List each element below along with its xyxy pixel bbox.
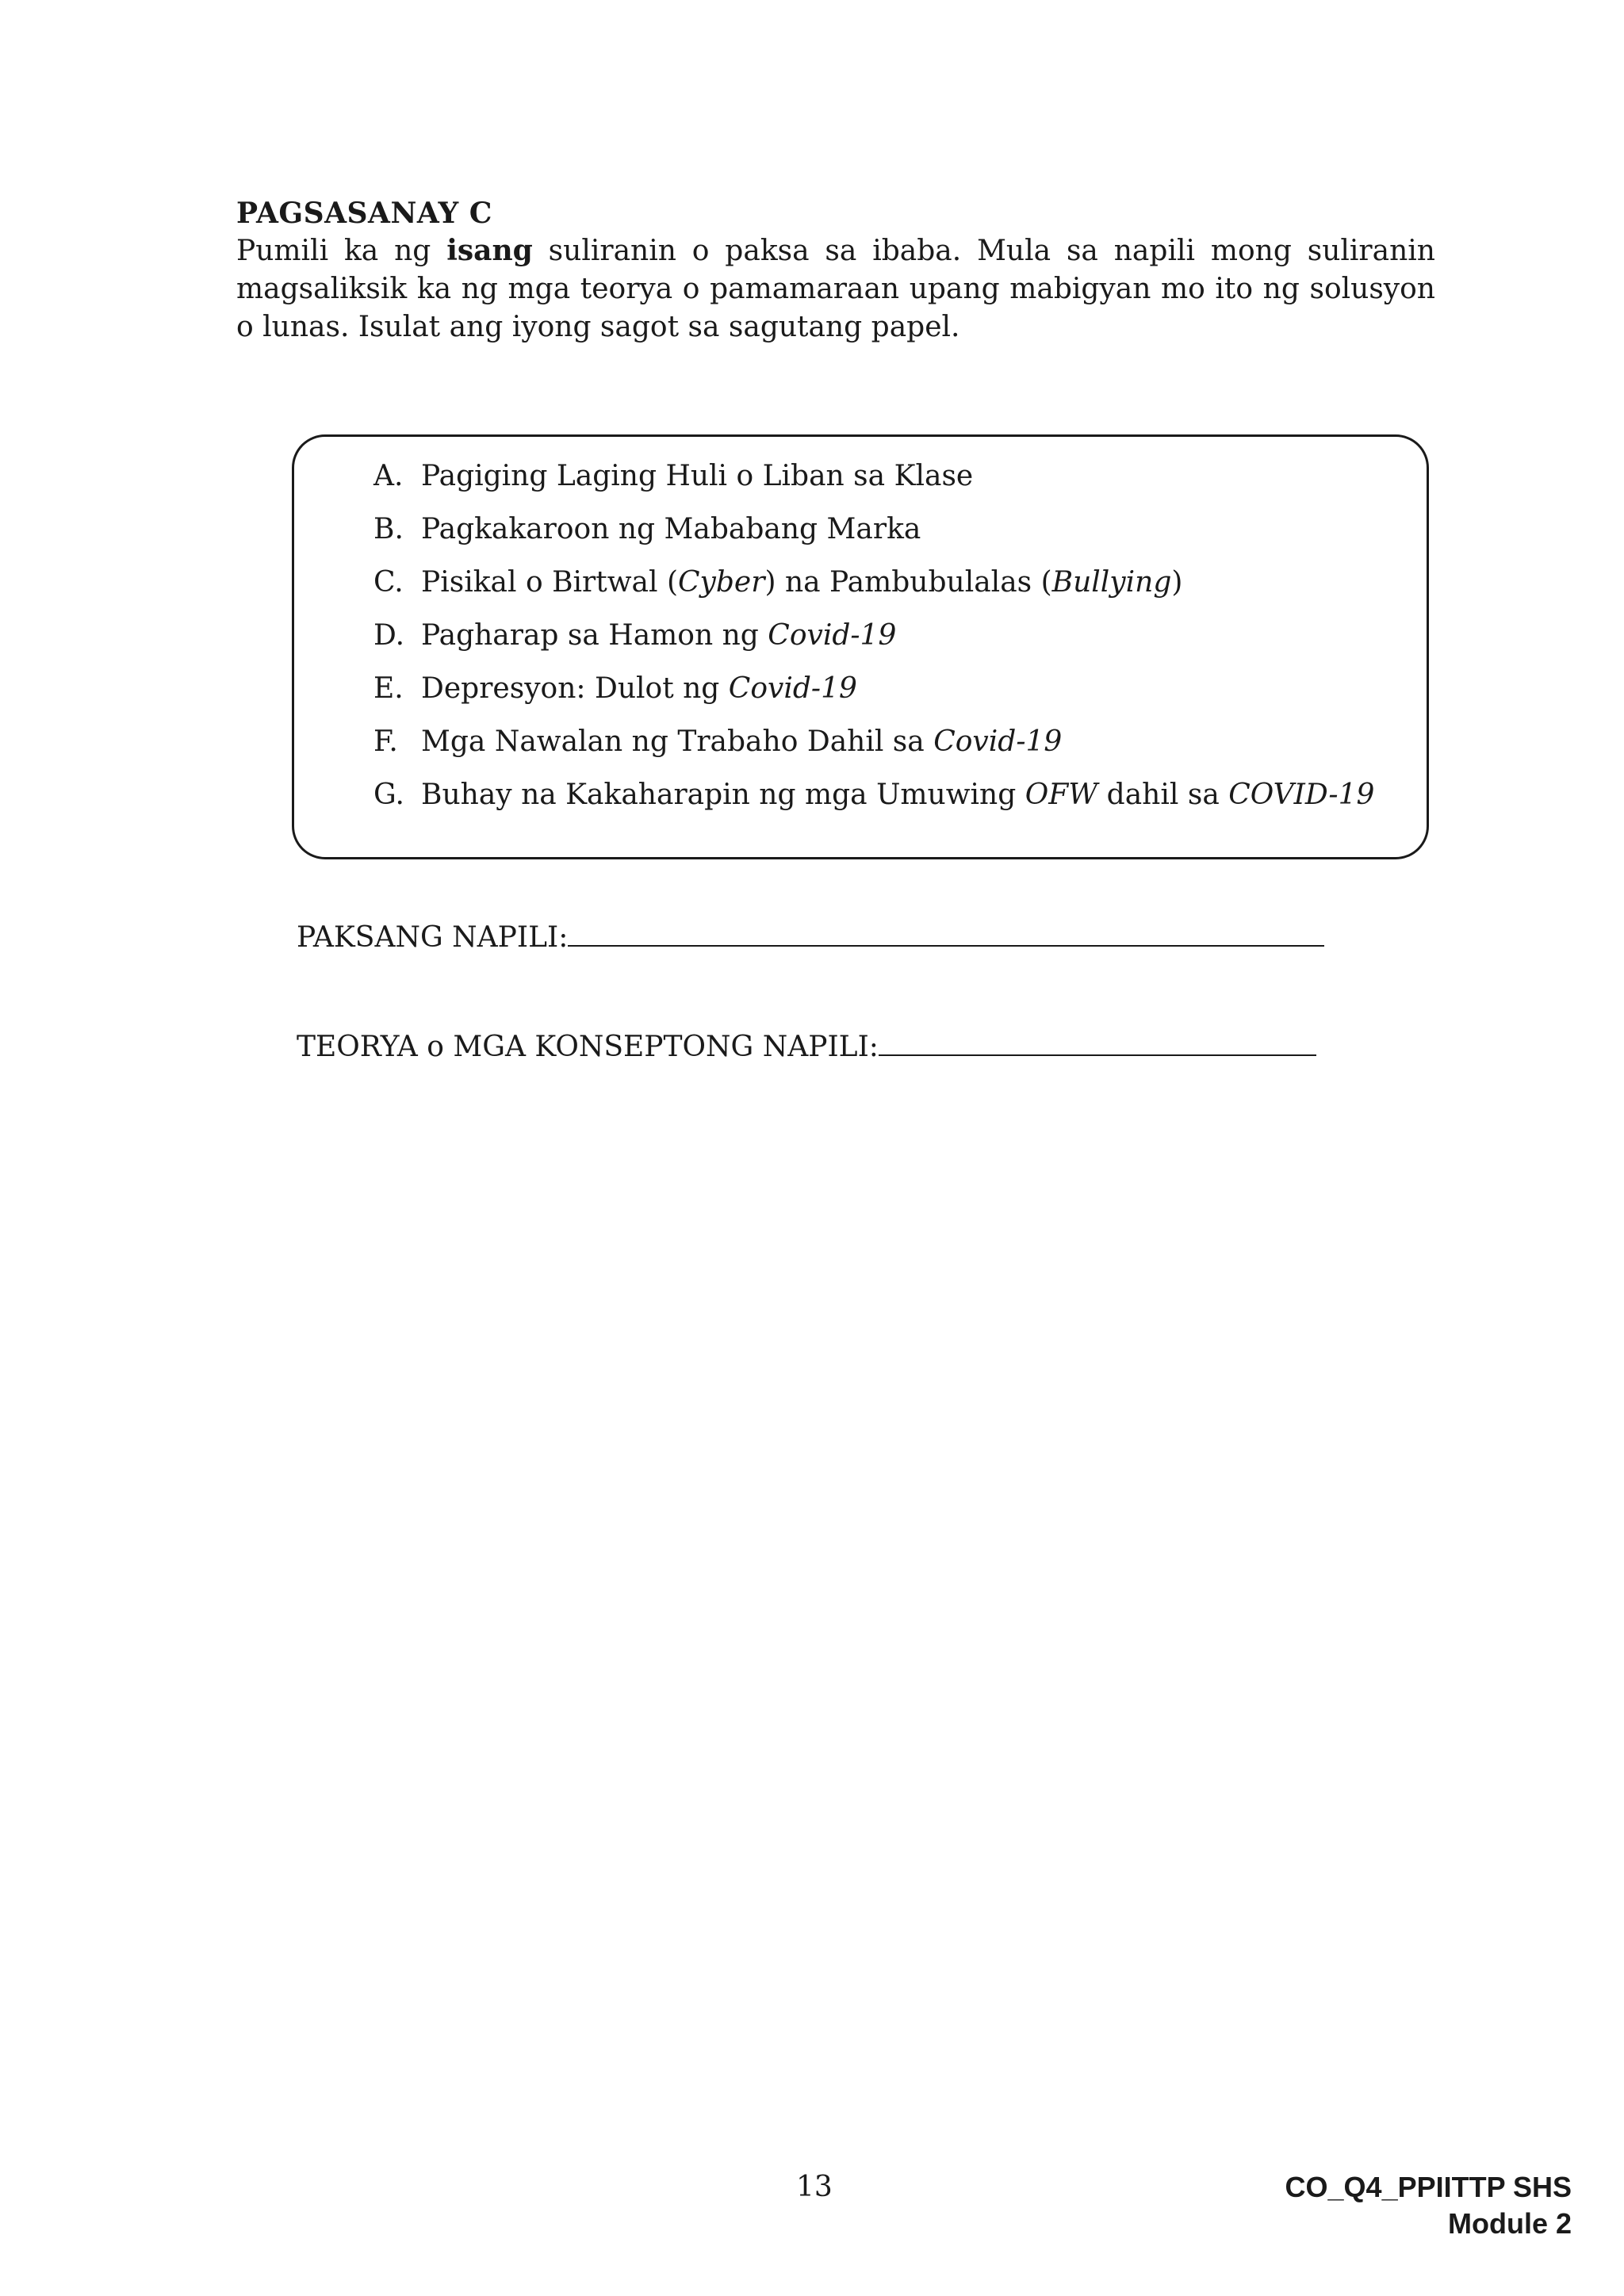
- topic-letter: B.: [373, 513, 404, 545]
- topic-text: dahil sa: [1097, 779, 1229, 811]
- topic-text: Pagiging Laging Huli o Liban sa Klase: [421, 460, 974, 492]
- topic-item: [373, 665, 1374, 718]
- instructions-bold-word: isang: [446, 234, 533, 267]
- topic-item: [373, 612, 1374, 665]
- topic-text: Mga Nawalan ng Trabaho Dahil sa: [421, 725, 934, 758]
- module-code-line1: CO_Q4_PPIITTP SHS: [1285, 2171, 1572, 2203]
- instructions-text-end: suliranin o paksa sa ibaba. Mula sa napili mong suliranin magsaliksik ka ng mga teorya o pamamaraan upang mabigyan mo ito ng solusyon o lunas. Isulat ang iyong sagot sa sagutang papel.: [236, 235, 1435, 343]
- module-code-line2: Module 2: [1447, 2207, 1572, 2240]
- teorya-napili-answer-line[interactable]: [879, 1027, 1316, 1056]
- topic-text: Buhay na Kakaharapin ng mga Umuwing: [421, 779, 1025, 811]
- topic-text: Depresyon: Dulot ng: [421, 672, 729, 705]
- exercise-heading: PAGSASANAY C: [236, 197, 492, 230]
- page-number: 13: [796, 2171, 833, 2203]
- paksang-napili-answer-line[interactable]: [568, 918, 1324, 947]
- topic-text: ) na Pambubulalas (: [764, 566, 1052, 599]
- topic-letter: D.: [373, 619, 405, 652]
- paksang-napili-field: [297, 918, 1324, 954]
- topic-letter: G.: [373, 779, 404, 811]
- topic-text: ): [1171, 566, 1183, 599]
- topic-letter: C.: [373, 566, 404, 599]
- topic-text: Bullying: [1051, 566, 1172, 599]
- topic-text: Pisikal o Birtwal (: [421, 566, 678, 599]
- topic-text: Covid-19: [728, 672, 857, 705]
- exercise-instructions: [236, 232, 1435, 346]
- topic-item: [373, 453, 1374, 506]
- instructions-text-start: Pumili ka ng: [236, 235, 447, 267]
- topic-item: [373, 718, 1374, 771]
- teorya-napili-label: TEORYA o MGA KONSEPTONG NAPILI:: [297, 1031, 879, 1063]
- topic-text: Covid-19: [933, 725, 1063, 758]
- topic-text: Pagharap sa Hamon ng: [421, 619, 768, 652]
- topic-letter: F.: [373, 725, 398, 758]
- topic-text: OFW: [1025, 779, 1098, 811]
- topic-item: [373, 559, 1374, 612]
- topic-text: Covid-19: [768, 619, 897, 652]
- topic-text: COVID-19: [1228, 779, 1375, 811]
- topic-item: [373, 771, 1374, 825]
- topic-letter: A.: [373, 460, 404, 492]
- topic-choices-box: [292, 434, 1429, 859]
- topic-item: [373, 506, 1374, 559]
- module-code: [1285, 2169, 1572, 2242]
- paksang-napili-label: PAKSANG NAPILI:: [297, 921, 569, 954]
- topic-list: [373, 453, 1374, 825]
- topic-letter: E.: [373, 672, 404, 705]
- teorya-napili-field: [297, 1027, 1316, 1063]
- topic-text: Cyber: [678, 566, 765, 599]
- topic-text: Pagkakaroon ng Mababang Marka: [421, 513, 921, 545]
